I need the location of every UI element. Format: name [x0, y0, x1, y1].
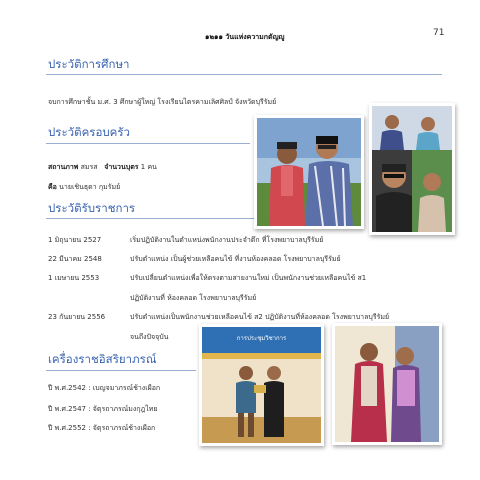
career-date-1: 22 มีนาคม 2548: [48, 255, 102, 263]
photo-family-collage: [369, 103, 455, 235]
career-desc-1: ปรับตำแหน่ง เป็นผู้ช่วยเหลือคนไข้ ที่งานห้องคลอด โรงพยาบาลบุรีรัมย์: [130, 255, 341, 263]
running-header: ๑๒๑๑ วันแห่งความกตัญญู: [205, 33, 285, 41]
status-value: สมรส: [80, 163, 98, 171]
photo-couple-image: [257, 118, 361, 226]
photo-award-image: [202, 327, 321, 443]
family-heading: ประวัติครอบครัว: [48, 125, 130, 139]
spouse-value: นายเชินธุดา กุมรัมย์: [59, 183, 121, 191]
photo-two-women-image: [335, 326, 439, 442]
photo-award-banner: การประชุมวิชาการ: [236, 335, 287, 342]
children-label: จำนวนบุตร: [104, 163, 139, 171]
family-spouse-line: [48, 182, 120, 193]
career-date-2: 1 เมษายน 2553: [48, 274, 100, 282]
career-desc-4: ปรับตำแหน่งเป็นพนักงานช่วยเหลือคนไข้ ส2 ปฏิบัติงานที่ห้องคลอด โรงพยาบาลบุรีรัมย์: [130, 313, 390, 321]
photo-couple: [254, 115, 364, 229]
status-label: สถานภาพ: [48, 163, 79, 171]
photo-two-women: [332, 323, 442, 445]
education-heading: ประวัติการศึกษา: [48, 57, 130, 71]
education-rule: [46, 74, 442, 75]
decoration-item-0: ปี พ.ศ.2542 : เบญจมาภรณ์ช้างเผือก: [48, 384, 161, 392]
decoration-item-1: ปี พ.ศ.2547 : จัตุรถาภรณ์มงกุฎไทย: [48, 405, 158, 413]
career-desc-0: เริ่มปฏิบัติงานในตำแหน่งพนักงานประจำตึก ที่โรงพยาบาลบุรีรัมย์: [130, 236, 324, 244]
career-desc-3: ปฏิบัติงานที่ ห้องคลอด โรงพยาบาลบุรีรัมย์: [130, 294, 257, 302]
career-date-4: 23 กันยายน 2556: [48, 313, 106, 321]
education-text: จบการศึกษาชั้น ม.ศ. 3 ศึกษาผู้ใหญ่ โรงเรียนไตรคามเลิศศิลป์ จังหวัดบุรีรัมย์: [48, 98, 277, 106]
page-number: 71: [433, 28, 445, 38]
family-rule: [46, 143, 250, 144]
spouse-label: คือ: [48, 183, 57, 191]
photo-family-collage-image: [372, 106, 452, 232]
photo-award: [199, 324, 324, 446]
career-desc-2: ปรับเปลี่ยนตำแหน่งเพื่อให้ตรงตามสายงานใหม่ เป็นพนักงานช่วยเหลือคนไข้ ส1: [130, 274, 367, 282]
decorations-heading: เครื่องราชอิสริยาภรณ์: [48, 352, 157, 366]
career-heading: ประวัติรับราชการ: [48, 201, 136, 215]
children-value: 1 คน: [140, 163, 157, 171]
career-desc-5: จนถึงปัจจุบัน: [130, 333, 169, 341]
decoration-item-2: ปี พ.ศ.2552 : จัตุรถาภรณ์ช้างเผือก: [48, 424, 156, 432]
family-status-line: [48, 162, 157, 173]
career-date-0: 1 มิถุนายน 2527: [48, 236, 102, 244]
decorations-rule: [46, 370, 196, 371]
